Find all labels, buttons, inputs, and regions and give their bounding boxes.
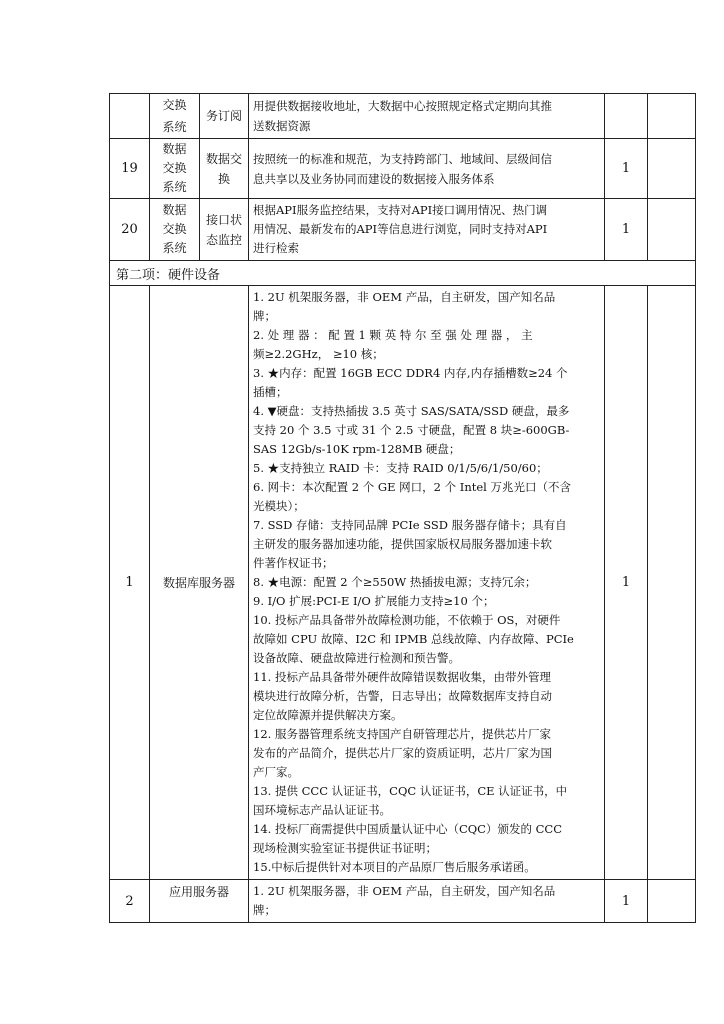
item-number: 20	[110, 199, 150, 261]
item-description: 根据API服务监控结果，支持对API接口调用情况、热门调 用情况、最新发布的API等信息进行浏览，同时支持对API 进行检索	[249, 199, 605, 261]
table-row	[110, 139, 696, 199]
item-number: 2	[110, 880, 150, 923]
section-title: 第二项：硬件设备	[110, 261, 696, 286]
device-specification: 1. 2U 机架服务器，非 OEM 产品，自主研发，国产知名品 牌； 2. 处 理 器 ： 配 置 1 颗 英 特 尔 至 强 处 理 器 ， 主 频≥2.2GHz， ≥10 核； 3. ★内存：配置 16GB ECC DDR4 内存,内存插槽数≥24 个 插槽； 4. ▼硬盘：支持热插拔 3.5 英寸 SAS/SATA/SSD 硬盘，最多 支持 20 个 3.5 寸或 31 个 2.5 寸硬盘，配置 8 块≥-600GB- SAS 12Gb/s-10K rpm-128MB 硬盘； 5. ★支持独立 RAID 卡：支持 RAID 0/1/5/6/1/50/60； 6. 网卡：本次配置 2 个 GE 网口，2 个 Intel 万兆光口（不含 光模块）； 7. SSD 存储：支持同品牌 PCIe SSD 服务器存储卡；具有自 主研发的服务器加速功能，提供国家版权局服务器加速卡软 件著作权证书； 8. ★电源：配置 2 个≥550W 热插拔电源；支持冗余； 9. I/O 扩展:PCI-E I/O 扩展能力支持≥10 个； 10. 投标产品具备带外故障检测功能，不依赖于 OS，对硬件 故障如 CPU 故障、I2C 和 IPMB 总线故障、内存故障、PCIe 设备故障、硬盘故障进行检测和预告警。 11. 投标产品具备带外硬件故障错误数据收集，由带外管理 模块进行故障分析，告警，日志导出；故障数据库支持自动 定位故障源并提供解决方案。 12. 服务器管理系统支持国产自研管理芯片，提供芯片厂家 发布的产品简介，提供芯片厂家的资质证明，芯片厂家为国 产厂家。 13. 提供 CCC 认证证书，CQC 认证证书，CE 认证证书，中 国环境标志产品认证证书。 14. 投标厂商需提供中国质量认证中心（CQC）颁发的 CCC 现场检测实验室证书提供证书证明； 15.中标后提供针对本项目的产品原厂售后服务承诺函。	[249, 286, 605, 880]
system-name: 交换 系统	[150, 94, 200, 139]
table-row	[110, 199, 696, 261]
item-quantity: 1	[605, 880, 648, 923]
item-quantity	[605, 94, 648, 139]
remarks-cell	[648, 139, 696, 199]
table-row	[110, 880, 696, 923]
specification-table	[109, 93, 696, 923]
system-name: 数据 交换 系统	[150, 139, 200, 199]
item-quantity: 1	[605, 199, 648, 261]
section-header-row	[110, 261, 696, 286]
item-quantity: 1	[605, 286, 648, 880]
module-name: 务订阅	[200, 94, 249, 139]
remarks-cell	[648, 286, 696, 880]
table-row	[110, 94, 696, 139]
remarks-cell	[648, 199, 696, 261]
device-name: 数据库服务器	[150, 286, 249, 880]
item-number	[110, 94, 150, 139]
device-name: 应用服务器	[150, 880, 249, 923]
item-quantity: 1	[605, 139, 648, 199]
item-number: 1	[110, 286, 150, 880]
system-name: 数据 交换 系统	[150, 199, 200, 261]
item-description: 按照统一的标准和规范，为支持跨部门、地域间、层级间信 息共享以及业务协同而建设的数据接入服务体系	[249, 139, 605, 199]
remarks-cell	[648, 880, 696, 923]
item-number: 19	[110, 139, 150, 199]
module-name: 数据交 换	[200, 139, 249, 199]
device-specification: 1. 2U 机架服务器，非 OEM 产品，自主研发，国产知名品 牌；	[249, 880, 605, 923]
table-row	[110, 286, 696, 880]
module-name: 接口状 态监控	[200, 199, 249, 261]
item-description: 用提供数据接收地址，大数据中心按照规定格式定期向其推 送数据资源	[249, 94, 605, 139]
remarks-cell	[648, 94, 696, 139]
